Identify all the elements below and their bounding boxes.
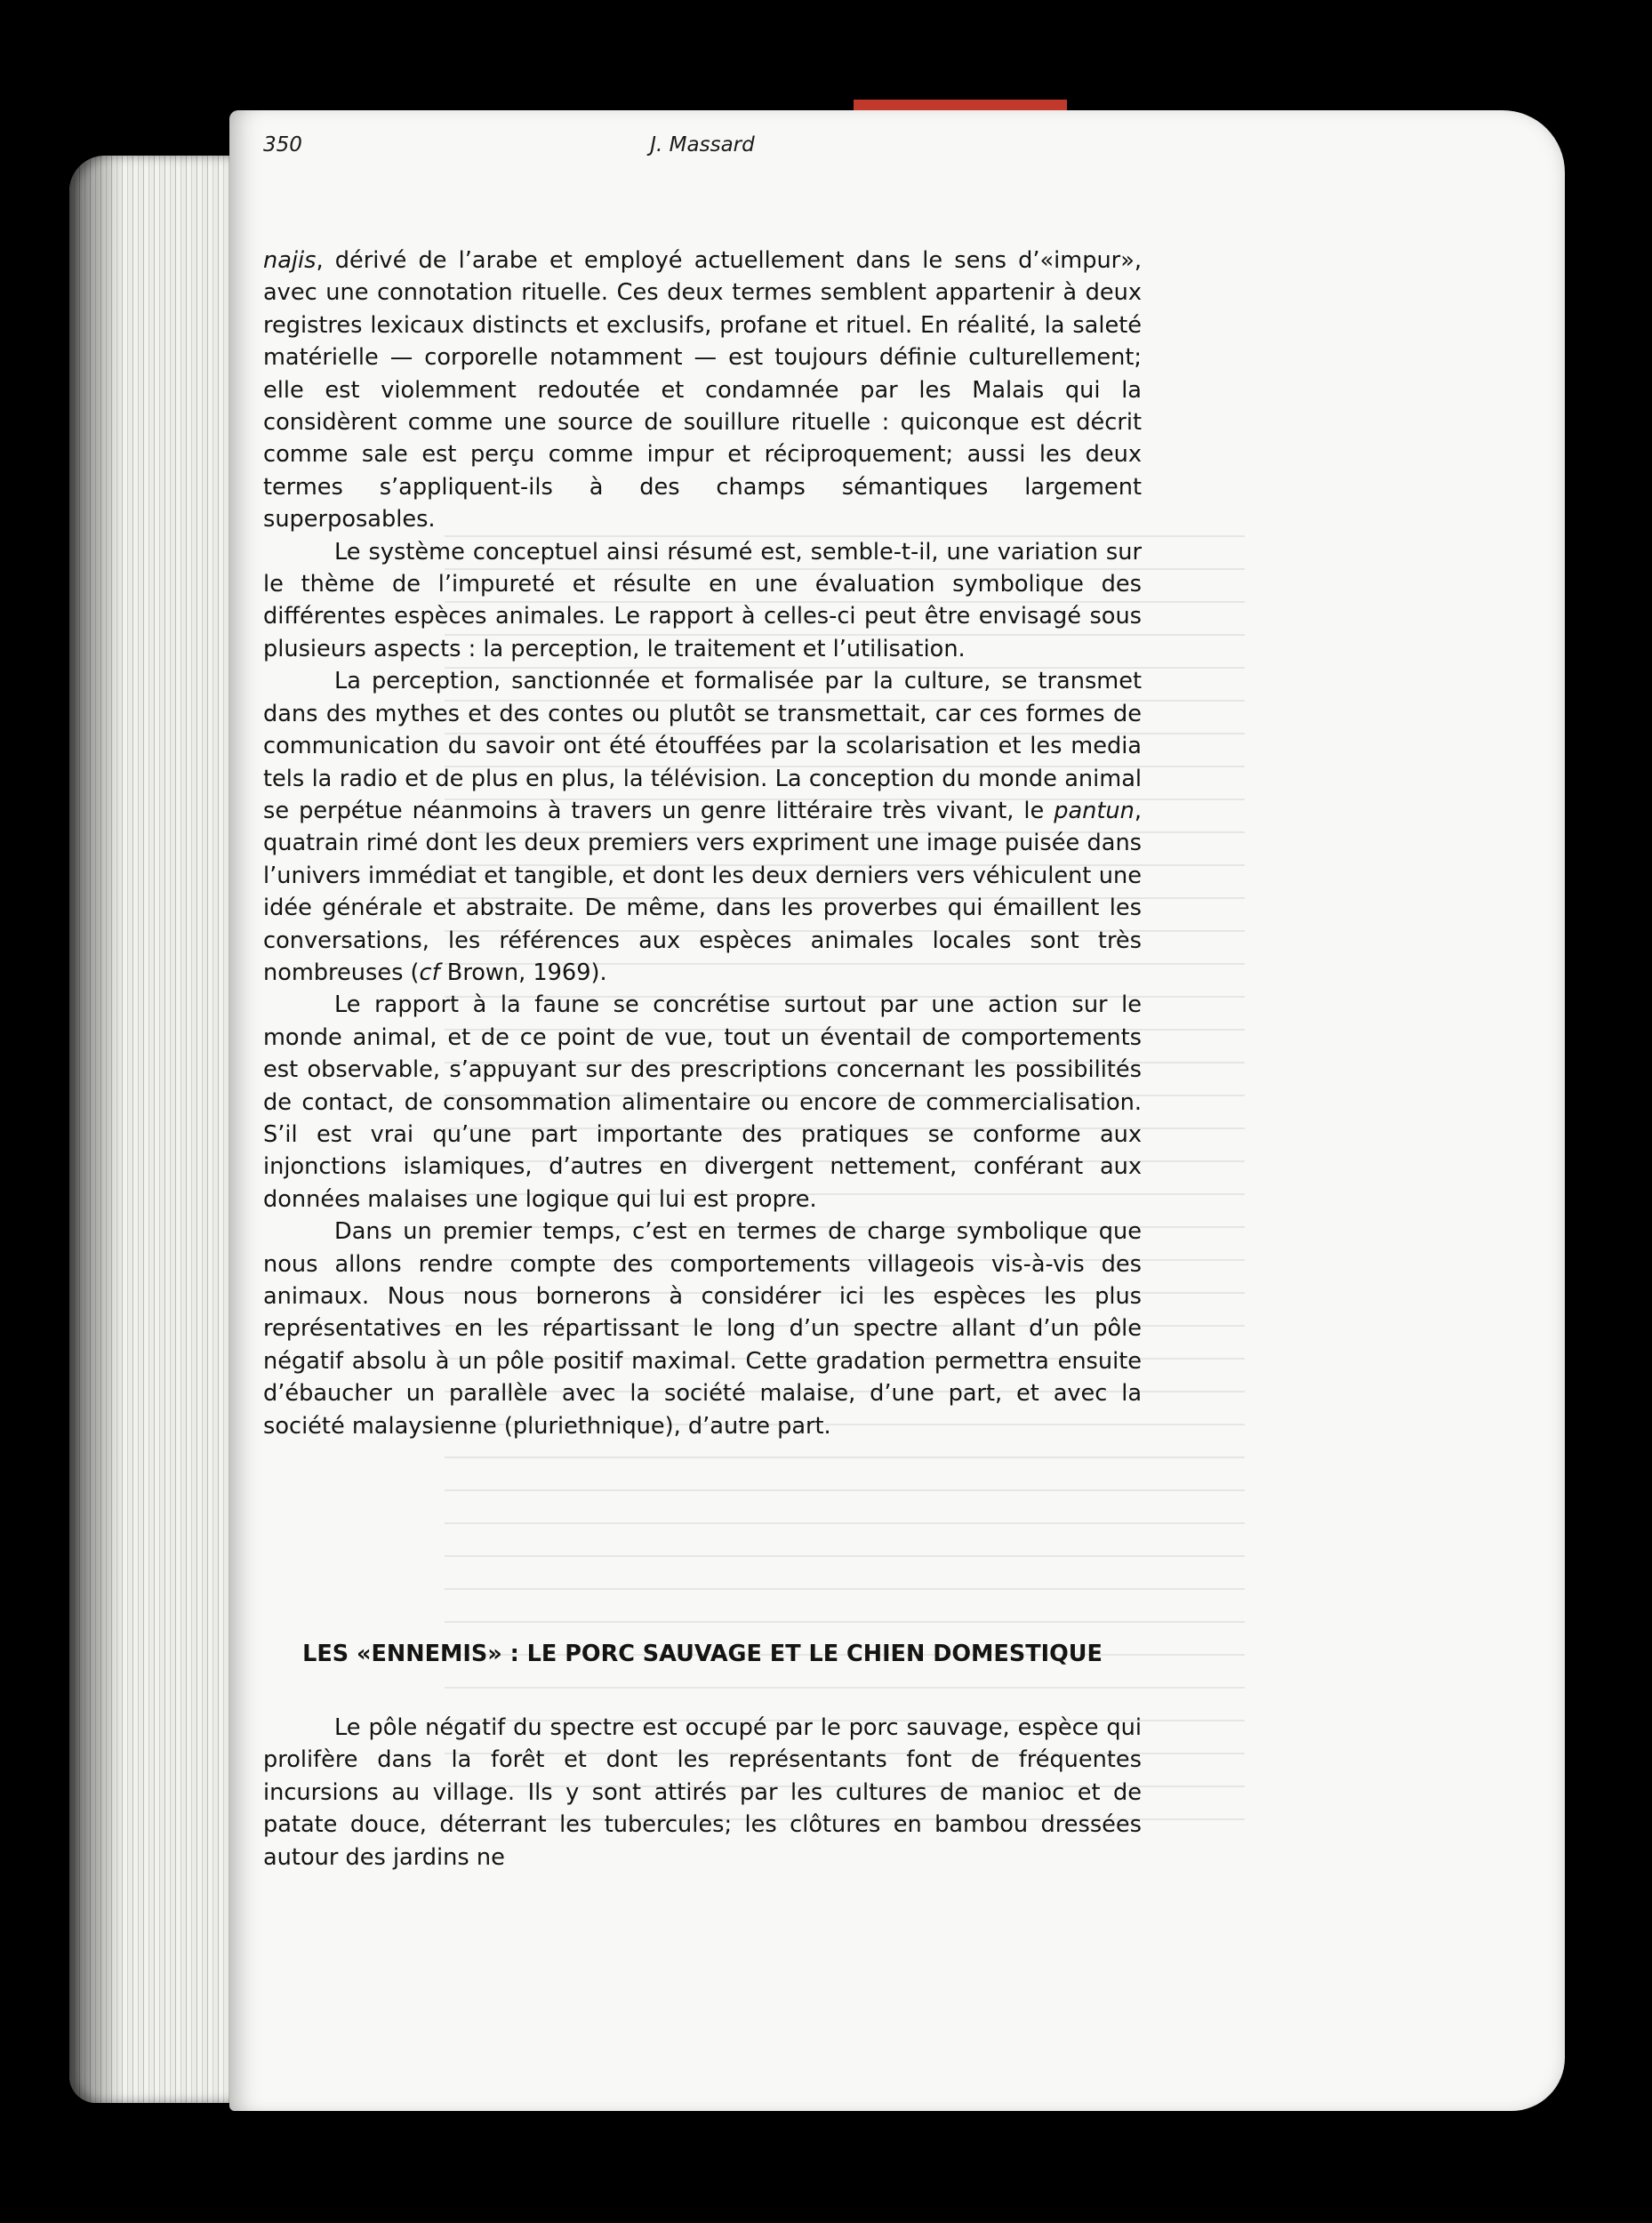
section-body-text — [263, 1712, 1142, 1874]
paragraph-1-text: , dérivé de l’arabe et employé actuellement dans le sens d’«impur», avec une connotation rituelle. Ces deux termes semblent appartenir à deux registres lexicaux distincts et exclusifs, profane et rituel. En réalité, la saleté matérielle — corporelle notamment — est toujours définie culturellement; elle est violemment redoutée et condamnée par les Malais qui la considèrent comme une source de souillure rituelle : quiconque est décrit comme sale est perçu comme impur et réciproquement; aussi les deux termes s’appliquent-ils à des champs sémantiques largement superposables. — [263, 247, 1142, 534]
term-najis: najis — [263, 247, 317, 274]
page-number: 350 — [263, 133, 302, 156]
paragraph-3 — [263, 665, 1142, 989]
section-heading: LES «ENNEMIS» : LE PORC SAUVAGE ET LE CHIEN DOMESTIQUE — [302, 1641, 1103, 1667]
red-bookmark-tab — [854, 100, 1067, 110]
paragraph-3-text-a: La perception, sanctionnée et formalisée par la culture, se transmet dans des mythes et des contes ou plutôt se transmettait, car ces formes de communication du savoir ont été étouffées par la scolarisation et les media tels la radio et de plus en plus, la télévision. La conception du monde animal se perpétue néanmoins à travers un genre littéraire très vivant, le — [263, 668, 1142, 824]
running-head-author: J. Massard — [650, 133, 755, 156]
paragraph-5: Dans un premier temps, c’est en termes de charge symbolique que nous allons rendre compte des comportements villageois vis-à-vis des animaux. Nous nous bornerons à considérer ici les espèces les plus représentatives en les répartissant le long d’un spectre allant d’un pôle négatif absolu à un pôle positif maximal. Cette gradation permettra ensuite d’ébaucher un parallèle avec la société malaise, d’une part, et avec la société malaysienne (pluriethnique), d’autre part. — [263, 1218, 1142, 1440]
term-pantun: pantun — [1054, 797, 1135, 824]
paragraph-3-text-c: Brown, 1969). — [439, 959, 607, 986]
page-stack-shadow — [69, 156, 123, 2103]
paragraph-1 — [263, 245, 1142, 536]
running-head — [263, 133, 1142, 169]
term-cf: cf — [419, 959, 440, 986]
section-paragraph-1: Le pôle négatif du spectre est occupé par le porc sauvage, espèce qui prolifère dans la forêt et dont les représentants font de fréquentes incursions au village. Ils y sont attirés par les cultures de manioc et de patate douce, déterrant les tubercules; les clôtures en bambou dressées autour des jardins ne — [263, 1714, 1142, 1871]
paragraph-4: Le rapport à la faune se concrétise surtout par une action sur le monde animal, et de ce point de vue, tout un éventail de comportements est observable, s’appuyant sur des prescriptions concernant les possibilités de contact, de consommation alimentaire ou encore de commercialisation. S’il est vrai qu’une part importante des pratiques se conforme aux injonctions islamiques, d’autres en divergent nettement, conférant aux données malaises une logique qui lui est propre. — [263, 991, 1142, 1213]
paragraph-2: Le système conceptuel ainsi résumé est, semble-t-il, une variation sur le thème de l’impureté et résulte en une évaluation symbolique des différentes espèces animales. Le rapport à celles-ci peut être envisagé sous plusieurs aspects : la perception, le traitement et l’utilisation. — [263, 538, 1142, 662]
paragraph-3-text-b: , quatrain rimé dont les deux premiers vers expriment une image puisée dans l’univers immédiat et tangible, et dont les deux derniers vers véhiculent une idée générale et abstraite. De même, dans les proverbes qui émaillent les conversations, les références aux espèces animales locales sont très nombreuses ( — [263, 797, 1142, 986]
body-text — [263, 245, 1142, 1442]
